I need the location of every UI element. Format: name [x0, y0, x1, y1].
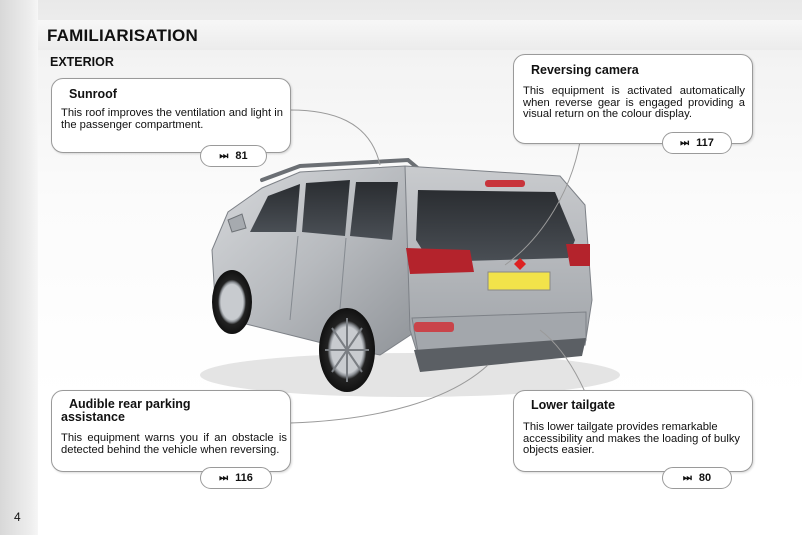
car-side-window-rear [302, 180, 350, 236]
sunroof-page-number: 81 [235, 150, 248, 162]
car-brake-light [485, 180, 525, 187]
page-reference-icon: ⏭ [219, 472, 228, 484]
page-reference-icon: ⏭ [682, 472, 691, 484]
sunroof-leader-line [290, 110, 380, 165]
sunroof-title: Sunroof [69, 87, 117, 101]
lower-tailgate-page-ref[interactable] [662, 467, 732, 489]
parking-assistance-page-number: 116 [235, 472, 253, 484]
parking-assistance-title: Audible rear parking assistance [61, 397, 191, 424]
section-title: EXTERIOR [50, 55, 114, 69]
reversing-camera-description: This equipment is activated automatically when reverse gear is engaged providing a visual return on the colour display. [523, 85, 745, 120]
car-number-plate [488, 272, 550, 290]
page-reference-icon: ⏭ [680, 137, 689, 149]
reversing-camera-page-ref[interactable] [662, 132, 732, 154]
parking-assistance-page-ref[interactable] [200, 467, 272, 489]
reversing-camera-page-number: 117 [696, 137, 714, 149]
sunroof-page-ref[interactable] [200, 145, 267, 167]
sunroof-description: This roof improves the ventilation and light in the passenger compartment. [61, 107, 283, 131]
page-reference-icon: ⏭ [219, 150, 228, 162]
car-tail-light-left [406, 248, 474, 274]
car-quarter-window [350, 182, 398, 240]
lower-tailgate-page-number: 80 [698, 472, 712, 484]
car-tail-light-right [566, 244, 590, 266]
lower-tailgate-callout [513, 390, 753, 472]
parking-assistance-callout [51, 390, 291, 472]
reversing-camera-callout [513, 54, 753, 144]
lower-tailgate-description: This lower tailgate provides remarkable accessibility and makes the loading of bulky objects easier. [523, 421, 741, 456]
sunroof-callout [51, 78, 291, 153]
parking-assistance-description: This equipment warns you if an obstacle is detected behind the vehicle when reversing. [61, 432, 287, 456]
car-reflector [414, 322, 454, 332]
page-title: FAMILIARISATION [47, 26, 198, 45]
car-wheel-front [212, 270, 252, 334]
lower-tailgate-title: Lower tailgate [531, 398, 616, 412]
page-number: 4 [14, 510, 21, 524]
reversing-camera-title: Reversing camera [531, 63, 639, 77]
